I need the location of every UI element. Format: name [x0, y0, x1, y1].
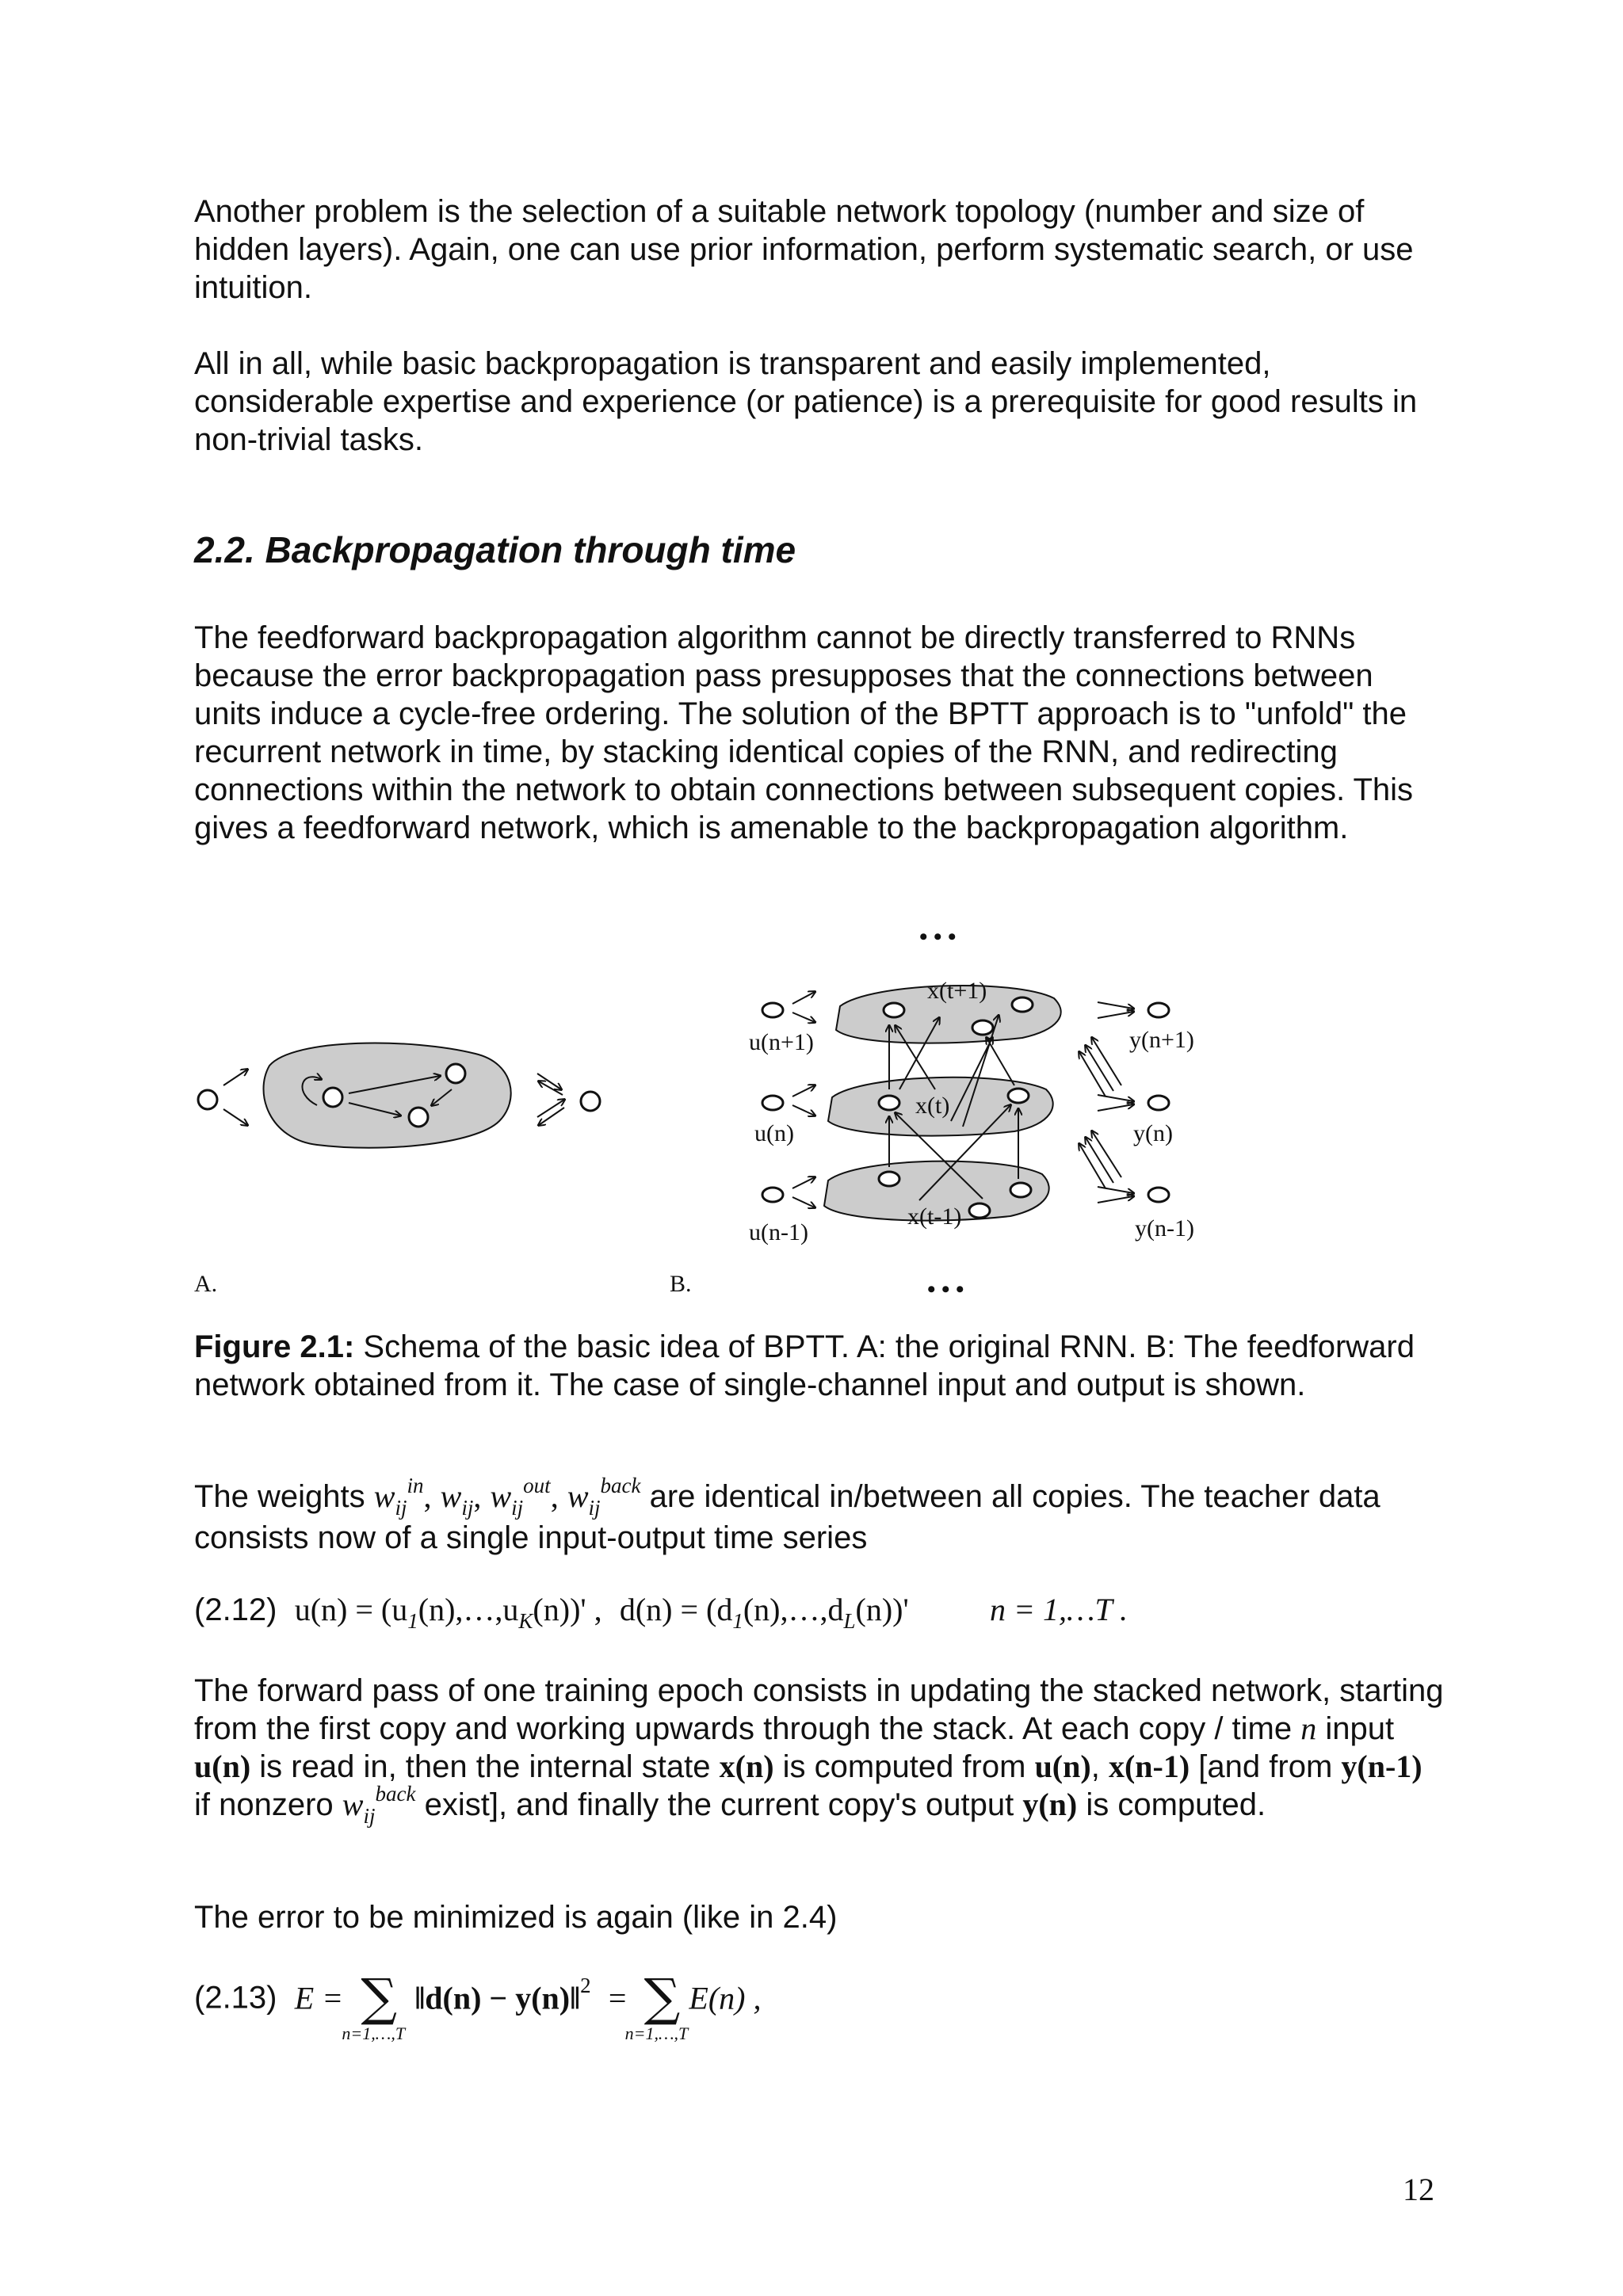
figure-caption — [194, 1328, 1446, 1404]
eq212-u-subk: K — [518, 1609, 533, 1633]
eq212-d-subl: L — [843, 1609, 856, 1633]
u-top-label: u(n+1) — [749, 1029, 814, 1055]
fwd-un2: u(n) — [1034, 1749, 1091, 1784]
fwd-xn1: x(n-1) — [1108, 1749, 1190, 1784]
eq213-equals: = — [608, 1980, 627, 2016]
fwd-t6: if nonzero — [194, 1787, 334, 1822]
paragraph-error-intro: The error to be minimized is again (like in 2.4) — [194, 1900, 838, 1935]
w-out-symbol: w — [490, 1478, 512, 1514]
w-symbol: w — [440, 1478, 462, 1514]
fwd-yn: y(n) — [1022, 1787, 1078, 1822]
w-back-sub: ij — [588, 1496, 601, 1520]
eq212-d-mid: (n),…,d — [743, 1592, 844, 1627]
x-bot-label: x(t-1) — [907, 1203, 962, 1230]
paragraph-all-in-all: All in all, while basic backpropagation is transparent and easily implemented, considerable expertise and experience (or patience) is a prerequisite for good results in non-trivial tasks. — [194, 346, 1418, 457]
fwd-t1: The forward pass of one training epoch consists in updating the stacked network, starting from the first copy and working upwards through the stack. At each copy / time — [194, 1673, 1444, 1746]
w-in-symbol: w — [373, 1478, 395, 1514]
eq212-u-sub1: 1 — [407, 1609, 418, 1633]
y-mid-label: y(n) — [1133, 1120, 1173, 1146]
panel-a-label: A. — [194, 1271, 218, 1297]
fwd-un: u(n) — [194, 1749, 251, 1784]
sigma-icon: ∑ — [361, 1969, 398, 2027]
eq213-sum-2 — [624, 1969, 689, 2043]
eq212-u-def: u(n) = (u — [294, 1592, 408, 1627]
eq213-square: 2 — [580, 1973, 591, 1997]
section-heading: 2.2. Backpropagation through time — [194, 529, 796, 570]
weights-text-post: are identical in/between all copies. The teacher data consists now of a single input-output time series — [194, 1479, 1381, 1555]
equation-2-13 — [194, 1969, 762, 2043]
caption-text: Schema of the basic idea of BPTT. A: the original RNN. B: The feedforward network obtained from it. The case of single-channel input and output is shown. — [194, 1329, 1415, 1402]
u-bot-label: u(n-1) — [749, 1219, 808, 1245]
comma-3: , — [550, 1478, 559, 1514]
w-back-symbol: w — [567, 1478, 589, 1514]
figure-diagram — [0, 927, 1623, 1307]
sigma-icon: ∑ — [643, 1969, 681, 2027]
fwd-comma: , — [1090, 1749, 1100, 1784]
fwd-t2: input — [1325, 1711, 1395, 1746]
fwd-n: n — [1300, 1711, 1317, 1746]
paragraph-weights — [194, 1474, 1446, 1557]
eq212-u-end: (n))' , — [533, 1592, 602, 1627]
x-top-label: x(t+1) — [927, 978, 987, 1004]
dots-bottom: • • • — [927, 1276, 964, 1302]
fwd-t4: is computed from — [782, 1749, 1026, 1784]
eq213-e: E = — [294, 1980, 344, 2016]
fwd-w-sup: back — [375, 1782, 416, 1806]
caption-label: Figure 2.1: — [194, 1329, 355, 1364]
paragraph-forward-pass — [194, 1672, 1446, 1827]
eq213-sum-1 — [342, 1969, 406, 2043]
eq212-d-sub1: 1 — [732, 1609, 743, 1633]
eq212-d-end: (n))' — [855, 1592, 909, 1627]
w-out-sup: out — [523, 1474, 551, 1497]
paragraph-topology: Another problem is the selection of a suitable network topology (number and size of hidden layers). Again, one can use prior information, perform systematic search, or use intuition. — [194, 194, 1414, 305]
fwd-t7: exist], and finally the current copy's output — [424, 1787, 1014, 1822]
fwd-t3: is read in, then the internal state — [259, 1749, 711, 1784]
eq212-range: n = 1,…T . — [989, 1592, 1128, 1627]
w-out-sub: ij — [511, 1496, 524, 1520]
panel-b-label: B. — [670, 1271, 692, 1297]
panel-b-unfolded — [670, 927, 1194, 1302]
fwd-t8: is computed. — [1086, 1787, 1266, 1822]
eq213-en: E(n) , — [689, 1980, 762, 2016]
eq212-number: (2.12) — [194, 1592, 277, 1627]
equation-2-12 — [194, 1591, 1128, 1633]
fwd-w: w — [342, 1787, 364, 1822]
paragraph-bptt-intro: The feedforward backpropagation algorithm cannot be directly transferred to RNNs because the error backpropagation pass presupposes that the connections between units induce a cycle-free ordering. The solution of the BPTT approach is to "unfold" the recurrent network in time, by stacking identical copies of the RNN, and redirecting connections within the network to obtain connections between subsequent copies. This gives a feedforward network, which is amenable to the backpropagation algorithm. — [194, 620, 1414, 845]
comma-1: , — [423, 1478, 432, 1514]
dots-top: • • • — [919, 927, 957, 950]
w-in-sup: in — [407, 1474, 424, 1497]
fwd-yn1: y(n-1) — [1341, 1749, 1423, 1784]
weights-text-pre: The weights — [194, 1479, 365, 1514]
panel-a-rnn — [194, 1043, 600, 1297]
fwd-w-sub: ij — [363, 1804, 376, 1828]
y-bot-label: y(n-1) — [1135, 1215, 1194, 1241]
eq212-u-mid: (n),…,u — [418, 1592, 519, 1627]
comma-2: , — [473, 1478, 482, 1514]
u-mid-label: u(n) — [754, 1120, 794, 1146]
y-top-label: y(n+1) — [1129, 1027, 1194, 1053]
eq213-limit-1: n=1,…,T — [342, 2023, 406, 2043]
w-sub: ij — [461, 1496, 474, 1520]
eq213-limit-2: n=1,…,T — [624, 2023, 689, 2043]
w-back-sup: back — [600, 1474, 641, 1497]
x-mid-label: x(t) — [915, 1093, 950, 1119]
figure-2-1 — [0, 927, 1623, 1307]
eq212-d-def: d(n) = (d — [619, 1592, 733, 1627]
eq213-number: (2.13) — [194, 1980, 277, 2016]
eq213-norm: ‖d(n) − y(n)‖ — [414, 1980, 581, 2016]
w-in-sub: ij — [395, 1496, 407, 1520]
fwd-t5: [and from — [1198, 1749, 1333, 1784]
fwd-xn: x(n) — [719, 1749, 774, 1784]
page-number: 12 — [1403, 2172, 1434, 2207]
